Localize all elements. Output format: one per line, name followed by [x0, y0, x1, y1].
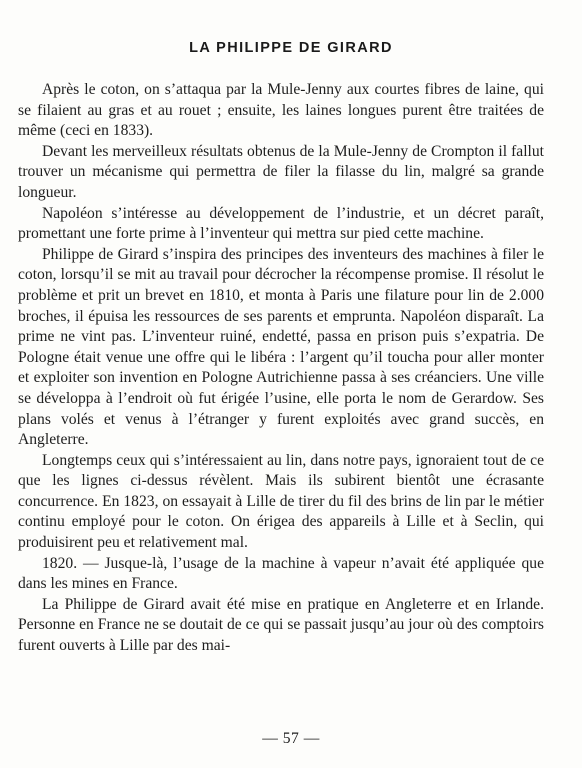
paragraph-7: La Philippe de Girard avait été mise en pratique en Angleterre et en Irlande. Personne en France ne se doutait de ce qui se passait jusqu’au jour où des comptoirs furent ouverts à Lille par des mai- — [18, 595, 544, 655]
page-number: — 57 — — [262, 730, 320, 747]
paragraph-4: Philippe de Girard s’inspira des principes des inventeurs des machines à filer le coton, lorsqu’il se mit au travail pour décrocher la récompense promise. Il résolut le problème et prit un brevet en 1810, et monta à Paris une filature pour lin de 2.000 broches, il épuisa les ressources de ses parents et emprunta. Napoléon disparaît. La prime ne vint pas. L’inventeur ruiné, endetté, passa en prison puis s’expatria. De Pologne était venue une offre qui le libéra : l’argent qu’il toucha pour aller monter et exploiter son invention en Pologne Autrichienne passa à ses créanciers. Une ville se développa à l’endroit où fut érigée l’usine, elle porta le nom de Gerardow. Ses plans volés et venus à l’étranger y furent exploités avec grand succès, en Angleterre. — [18, 245, 544, 449]
paragraph-1: Après le coton, on s’attaqua par la Mule-Jenny aux courtes fibres de laine, qui se filaient au gras et au rouet ; ensuite, les laines longues purent être traitées de même (ceci en 1833). — [18, 81, 544, 140]
paragraph-6: 1820. — Jusque-là, l’usage de la machine à vapeur n’avait été appliquée que dans les mines en France. — [18, 554, 544, 593]
paragraph-2: Devant les merveilleux résultats obtenus de la Mule-Jenny de Crompton il fallut trouver un mécanisme qui permettra de filer la filasse du lin, malgré sa grande longueur. — [18, 142, 544, 201]
body-text — [18, 80, 544, 657]
paragraph-3: Napoléon s’intéresse au développement de l’industrie, et un décret paraît, promettant une forte prime à l’inventeur qui mettra sur pied cette machine. — [18, 204, 544, 243]
paragraph-5: Longtemps ceux qui s’intéressaient au lin, dans notre pays, ignoraient tout de ce que les lignes ci-dessus révèlent. Mais ils subirent bientôt une écrasante concurrence. En 1823, on essayait à Lille de tirer du fil des brins de lin par le métier continu employé pour le coton. On érigea des appareils à Lille et à Seclin, qui produisirent peu et relativement mal. — [18, 451, 544, 552]
page-title: LA PHILIPPE DE GIRARD — [189, 40, 393, 56]
